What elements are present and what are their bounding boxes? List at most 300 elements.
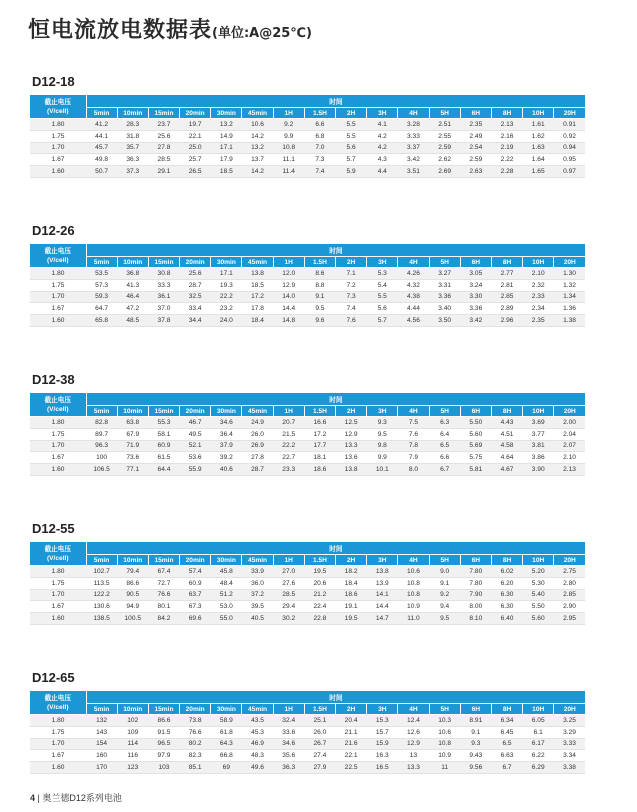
- current-value-cell: 27.6: [273, 577, 304, 589]
- current-value-cell: 37.3: [117, 166, 148, 178]
- table-row: [30, 428, 585, 440]
- time-column-header: 1H: [273, 704, 304, 715]
- current-value-cell: 160: [86, 750, 117, 762]
- current-value-cell: 2.90: [554, 601, 585, 613]
- current-value-cell: 64.3: [211, 738, 242, 750]
- current-value-cell: 30.2: [273, 613, 304, 625]
- current-value-cell: 3.51: [398, 166, 429, 178]
- current-value-cell: 11: [429, 762, 460, 774]
- current-value-cell: 37.8: [148, 315, 179, 327]
- current-value-cell: 71.9: [117, 440, 148, 452]
- current-value-cell: 18.4: [336, 577, 367, 589]
- cutoff-voltage-cell: 1.75: [30, 726, 86, 738]
- current-value-cell: 36.3: [117, 154, 148, 166]
- current-value-cell: 2.81: [491, 279, 522, 291]
- time-column-header: 30min: [211, 257, 242, 268]
- current-value-cell: 7.4: [304, 166, 335, 178]
- page-title-main: 恒电流放电数据表: [28, 18, 213, 43]
- current-value-cell: 7.3: [336, 291, 367, 303]
- discharge-table: [30, 95, 585, 178]
- current-value-cell: 2.35: [523, 315, 554, 327]
- time-column-header: 10H: [523, 108, 554, 119]
- page-number: 4: [30, 793, 36, 803]
- cutoff-voltage-label: 截止电压: [44, 247, 71, 255]
- cutoff-voltage-cell: 1.70: [30, 291, 86, 303]
- current-value-cell: 6.02: [491, 566, 522, 578]
- current-value-cell: 14.9: [211, 130, 242, 142]
- time-column-header: 5min: [86, 257, 117, 268]
- current-value-cell: 36.3: [273, 762, 304, 774]
- current-value-cell: 2.59: [429, 142, 460, 154]
- current-value-cell: 17.2: [242, 291, 273, 303]
- time-column-header: 1.5H: [304, 257, 335, 268]
- time-column-header: 10min: [117, 704, 148, 715]
- section-d12-38: [30, 372, 585, 476]
- current-value-cell: 3.69: [523, 417, 554, 429]
- time-column-header: 6H: [460, 704, 491, 715]
- time-column-header: 5H: [429, 257, 460, 268]
- current-value-cell: 7.1: [336, 268, 367, 280]
- current-value-cell: 5.7: [367, 315, 398, 327]
- current-value-cell: 3.50: [429, 315, 460, 327]
- current-value-cell: 18.5: [211, 166, 242, 178]
- time-column-header: 10min: [117, 555, 148, 566]
- current-value-cell: 53.6: [180, 452, 211, 464]
- current-value-cell: 65.8: [86, 315, 117, 327]
- time-column-header: 4H: [398, 406, 429, 417]
- current-value-cell: 64.7: [86, 303, 117, 315]
- current-value-cell: 14.2: [242, 130, 273, 142]
- time-column-header: 8H: [491, 704, 522, 715]
- time-column-header: 5H: [429, 704, 460, 715]
- current-value-cell: 2.33: [523, 291, 554, 303]
- current-value-cell: 27.9: [304, 762, 335, 774]
- current-value-cell: 19.5: [304, 566, 335, 578]
- current-value-cell: 100.5: [117, 613, 148, 625]
- current-value-cell: 4.4: [367, 166, 398, 178]
- current-value-cell: 114: [117, 738, 148, 750]
- section-title: D12-55: [32, 521, 75, 536]
- current-value-cell: 17.8: [242, 303, 273, 315]
- current-value-cell: 9.5: [304, 303, 335, 315]
- time-column-header: 15min: [148, 406, 179, 417]
- current-value-cell: 5.4: [367, 279, 398, 291]
- current-value-cell: 28.5: [148, 154, 179, 166]
- current-value-cell: 0.97: [554, 166, 585, 178]
- current-value-cell: 3.25: [554, 715, 585, 727]
- current-value-cell: 5.60: [523, 613, 554, 625]
- current-value-cell: 13.3: [398, 762, 429, 774]
- current-value-cell: 10.6: [398, 566, 429, 578]
- current-value-cell: 1.61: [523, 119, 554, 131]
- time-column-header: 6H: [460, 108, 491, 119]
- current-value-cell: 4.2: [367, 142, 398, 154]
- current-value-cell: 3.40: [429, 303, 460, 315]
- current-value-cell: 2.28: [491, 166, 522, 178]
- current-value-cell: 20.4: [336, 715, 367, 727]
- current-value-cell: 7.0: [304, 142, 335, 154]
- current-value-cell: 24.9: [242, 417, 273, 429]
- cutoff-voltage-unit: (V/cell): [46, 703, 69, 711]
- current-value-cell: 6.1: [523, 726, 554, 738]
- current-value-cell: 52.1: [180, 440, 211, 452]
- current-value-cell: 7.90: [460, 589, 491, 601]
- time-column-header: 8H: [491, 108, 522, 119]
- footer-text: 奥兰德D12系列电池: [42, 793, 122, 803]
- current-value-cell: 4.44: [398, 303, 429, 315]
- current-value-cell: 44.1: [86, 130, 117, 142]
- current-value-cell: 16.6: [304, 417, 335, 429]
- current-value-cell: 21.2: [304, 589, 335, 601]
- current-value-cell: 69.6: [180, 613, 211, 625]
- current-value-cell: 45.3: [242, 726, 273, 738]
- discharge-table: [30, 542, 585, 625]
- current-value-cell: 86.6: [117, 577, 148, 589]
- time-column-header: 15min: [148, 257, 179, 268]
- current-value-cell: 55.0: [211, 613, 242, 625]
- current-value-cell: 55.3: [148, 417, 179, 429]
- time-column-header: 10H: [523, 257, 554, 268]
- current-value-cell: 1.32: [554, 279, 585, 291]
- time-column-header: 20H: [554, 406, 585, 417]
- cutoff-voltage-cell: 1.60: [30, 613, 86, 625]
- current-value-cell: 36.4: [211, 428, 242, 440]
- cutoff-voltage-header: [30, 691, 86, 715]
- cutoff-voltage-cell: 1.60: [30, 762, 86, 774]
- current-value-cell: 3.42: [460, 315, 491, 327]
- current-value-cell: 27.0: [273, 566, 304, 578]
- current-value-cell: 14.4: [273, 303, 304, 315]
- current-value-cell: 9.2: [273, 119, 304, 131]
- time-column-header: 45min: [242, 257, 273, 268]
- current-value-cell: 6.6: [304, 119, 335, 131]
- current-value-cell: 10.3: [429, 715, 460, 727]
- current-value-cell: 37.2: [242, 589, 273, 601]
- cutoff-voltage-header: [30, 393, 86, 417]
- time-column-header: 2H: [336, 555, 367, 566]
- time-column-header: 45min: [242, 108, 273, 119]
- current-value-cell: 138.5: [86, 613, 117, 625]
- current-value-cell: 63.8: [117, 417, 148, 429]
- page-footer: [30, 791, 122, 804]
- table-row: [30, 130, 585, 142]
- current-value-cell: 9.2: [429, 589, 460, 601]
- current-value-cell: 2.54: [460, 142, 491, 154]
- current-value-cell: 16.3: [367, 750, 398, 762]
- table-row: [30, 601, 585, 613]
- current-value-cell: 100: [86, 452, 117, 464]
- time-column-header: 1.5H: [304, 555, 335, 566]
- current-value-cell: 2.19: [491, 142, 522, 154]
- current-value-cell: 6.30: [491, 589, 522, 601]
- current-value-cell: 13.9: [367, 577, 398, 589]
- current-value-cell: 76.6: [148, 589, 179, 601]
- current-value-cell: 77.1: [117, 464, 148, 476]
- time-column-header: 5H: [429, 108, 460, 119]
- cutoff-voltage-label: 截止电压: [44, 98, 71, 106]
- current-value-cell: 59.3: [86, 291, 117, 303]
- current-value-cell: 7.4: [336, 303, 367, 315]
- current-value-cell: 22.1: [180, 130, 211, 142]
- current-value-cell: 37.9: [211, 440, 242, 452]
- current-value-cell: 18.4: [242, 315, 273, 327]
- current-value-cell: 6.29: [523, 762, 554, 774]
- current-value-cell: 5.50: [460, 417, 491, 429]
- current-value-cell: 7.9: [398, 452, 429, 464]
- time-column-header: 30min: [211, 406, 242, 417]
- current-value-cell: 67.3: [180, 601, 211, 613]
- current-value-cell: 25.7: [180, 154, 211, 166]
- time-column-header: 45min: [242, 704, 273, 715]
- current-value-cell: 1.30: [554, 268, 585, 280]
- cutoff-voltage-cell: 1.80: [30, 566, 86, 578]
- cutoff-voltage-cell: 1.67: [30, 750, 86, 762]
- cutoff-voltage-cell: 1.75: [30, 577, 86, 589]
- current-value-cell: 46.7: [180, 417, 211, 429]
- time-column-header: 30min: [211, 704, 242, 715]
- current-value-cell: 6.34: [491, 715, 522, 727]
- current-value-cell: 37.0: [148, 303, 179, 315]
- current-value-cell: 57.3: [86, 279, 117, 291]
- current-value-cell: 1.34: [554, 291, 585, 303]
- current-value-cell: 25.6: [148, 130, 179, 142]
- cutoff-voltage-cell: 1.67: [30, 154, 86, 166]
- current-value-cell: 6.5: [429, 440, 460, 452]
- cutoff-voltage-cell: 1.70: [30, 440, 86, 452]
- current-value-cell: 72.7: [148, 577, 179, 589]
- time-header: 时间: [86, 542, 585, 555]
- current-value-cell: 4.56: [398, 315, 429, 327]
- current-value-cell: 11.4: [273, 166, 304, 178]
- current-value-cell: 13.8: [242, 268, 273, 280]
- current-value-cell: 47.2: [117, 303, 148, 315]
- table-row: [30, 750, 585, 762]
- current-value-cell: 5.30: [523, 577, 554, 589]
- current-value-cell: 26.7: [304, 738, 335, 750]
- time-column-header: 20H: [554, 108, 585, 119]
- time-header: 时间: [86, 95, 585, 108]
- current-value-cell: 2.96: [491, 315, 522, 327]
- current-value-cell: 26.0: [304, 726, 335, 738]
- current-value-cell: 10.6: [242, 119, 273, 131]
- current-value-cell: 4.1: [367, 119, 398, 131]
- current-value-cell: 5.6: [336, 142, 367, 154]
- current-value-cell: 12.9: [336, 428, 367, 440]
- current-value-cell: 3.24: [460, 279, 491, 291]
- cutoff-voltage-cell: 1.70: [30, 589, 86, 601]
- current-value-cell: 18.2: [336, 566, 367, 578]
- current-value-cell: 4.58: [491, 440, 522, 452]
- current-value-cell: 2.63: [460, 166, 491, 178]
- current-value-cell: 35.7: [117, 142, 148, 154]
- table-row: [30, 291, 585, 303]
- current-value-cell: 3.27: [429, 268, 460, 280]
- current-value-cell: 15.7: [367, 726, 398, 738]
- current-value-cell: 6.45: [491, 726, 522, 738]
- current-value-cell: 33.6: [273, 726, 304, 738]
- current-value-cell: 14.1: [367, 589, 398, 601]
- current-value-cell: 5.3: [367, 268, 398, 280]
- current-value-cell: 49.8: [86, 154, 117, 166]
- current-value-cell: 9.43: [460, 750, 491, 762]
- time-column-header: 5H: [429, 406, 460, 417]
- current-value-cell: 10.1: [367, 464, 398, 476]
- current-value-cell: 25.6: [180, 268, 211, 280]
- current-value-cell: 6.05: [523, 715, 554, 727]
- time-column-header: 20min: [180, 257, 211, 268]
- current-value-cell: 36.1: [148, 291, 179, 303]
- current-value-cell: 1.62: [523, 130, 554, 142]
- current-value-cell: 15.9: [367, 738, 398, 750]
- current-value-cell: 31.8: [117, 130, 148, 142]
- current-value-cell: 2.51: [429, 119, 460, 131]
- time-column-header: 5min: [86, 108, 117, 119]
- current-value-cell: 34.6: [211, 417, 242, 429]
- section-d12-65: [30, 670, 585, 774]
- time-column-header: 30min: [211, 108, 242, 119]
- current-value-cell: 3.37: [398, 142, 429, 154]
- current-value-cell: 10.8: [398, 577, 429, 589]
- current-value-cell: 34.4: [180, 315, 211, 327]
- current-value-cell: 23.2: [211, 303, 242, 315]
- cutoff-voltage-unit: (V/cell): [46, 554, 69, 562]
- current-value-cell: 3.05: [460, 268, 491, 280]
- current-value-cell: 33.9: [242, 566, 273, 578]
- current-value-cell: 5.9: [336, 166, 367, 178]
- current-value-cell: 2.07: [554, 440, 585, 452]
- time-column-header: 20H: [554, 257, 585, 268]
- current-value-cell: 2.10: [554, 452, 585, 464]
- current-value-cell: 73.6: [117, 452, 148, 464]
- current-value-cell: 66.8: [211, 750, 242, 762]
- time-column-header: 6H: [460, 257, 491, 268]
- time-column-header: 2H: [336, 406, 367, 417]
- current-value-cell: 5.7: [336, 154, 367, 166]
- current-value-cell: 1.38: [554, 315, 585, 327]
- current-value-cell: 13.8: [367, 566, 398, 578]
- current-value-cell: 170: [86, 762, 117, 774]
- current-value-cell: 33.4: [180, 303, 211, 315]
- current-value-cell: 79.4: [117, 566, 148, 578]
- current-value-cell: 35.6: [273, 750, 304, 762]
- current-value-cell: 4.3: [367, 154, 398, 166]
- current-value-cell: 6.30: [491, 601, 522, 613]
- time-column-header: 10min: [117, 108, 148, 119]
- current-value-cell: 8.00: [460, 601, 491, 613]
- current-value-cell: 19.3: [211, 279, 242, 291]
- current-value-cell: 17.1: [211, 268, 242, 280]
- current-value-cell: 11.1: [273, 154, 304, 166]
- table-row: [30, 613, 585, 625]
- time-column-header: 8H: [491, 555, 522, 566]
- current-value-cell: 9.8: [367, 440, 398, 452]
- current-value-cell: 50.7: [86, 166, 117, 178]
- section-d12-18: [30, 74, 585, 178]
- current-value-cell: 82.8: [86, 417, 117, 429]
- time-column-header: 20H: [554, 704, 585, 715]
- current-value-cell: 63.7: [180, 589, 211, 601]
- current-value-cell: 18.6: [336, 589, 367, 601]
- current-value-cell: 19.7: [180, 119, 211, 131]
- current-value-cell: 7.6: [398, 428, 429, 440]
- current-value-cell: 5.69: [460, 440, 491, 452]
- current-value-cell: 2.75: [554, 566, 585, 578]
- current-value-cell: 9.5: [429, 613, 460, 625]
- table-row: [30, 440, 585, 452]
- current-value-cell: 18.5: [242, 279, 273, 291]
- current-value-cell: 3.38: [554, 762, 585, 774]
- current-value-cell: 3.34: [554, 750, 585, 762]
- cutoff-voltage-cell: 1.70: [30, 738, 86, 750]
- current-value-cell: 2.22: [491, 154, 522, 166]
- cutoff-voltage-unit: (V/cell): [46, 107, 69, 115]
- current-value-cell: 7.8: [398, 440, 429, 452]
- current-value-cell: 27.8: [148, 142, 179, 154]
- current-value-cell: 94.9: [117, 601, 148, 613]
- current-value-cell: 48.3: [242, 750, 273, 762]
- current-value-cell: 5.50: [523, 601, 554, 613]
- current-value-cell: 102.7: [86, 566, 117, 578]
- current-value-cell: 25.0: [180, 142, 211, 154]
- current-value-cell: 3.86: [523, 452, 554, 464]
- current-value-cell: 14.2: [242, 166, 273, 178]
- current-value-cell: 22.2: [211, 291, 242, 303]
- time-column-header: 4H: [398, 108, 429, 119]
- table-row: [30, 303, 585, 315]
- current-value-cell: 60.9: [148, 440, 179, 452]
- time-column-header: 10H: [523, 406, 554, 417]
- current-value-cell: 22.5: [336, 762, 367, 774]
- current-value-cell: 7.3: [304, 154, 335, 166]
- current-value-cell: 27.4: [304, 750, 335, 762]
- current-value-cell: 19.1: [336, 601, 367, 613]
- time-column-header: 1.5H: [304, 108, 335, 119]
- current-value-cell: 26.9: [242, 440, 273, 452]
- current-value-cell: 5.5: [367, 291, 398, 303]
- cutoff-voltage-unit: (V/cell): [46, 405, 69, 413]
- current-value-cell: 6.4: [429, 428, 460, 440]
- current-value-cell: 12.6: [398, 726, 429, 738]
- current-value-cell: 4.38: [398, 291, 429, 303]
- time-column-header: 15min: [148, 108, 179, 119]
- current-value-cell: 9.9: [273, 130, 304, 142]
- current-value-cell: 17.2: [304, 428, 335, 440]
- current-value-cell: 9.1: [304, 291, 335, 303]
- cutoff-voltage-cell: 1.67: [30, 601, 86, 613]
- current-value-cell: 9.5: [367, 428, 398, 440]
- cutoff-voltage-cell: 1.60: [30, 464, 86, 476]
- current-value-cell: 36.0: [242, 577, 273, 589]
- current-value-cell: 29.1: [148, 166, 179, 178]
- current-value-cell: 17.7: [304, 440, 335, 452]
- current-value-cell: 46.9: [242, 738, 273, 750]
- current-value-cell: 0.92: [554, 130, 585, 142]
- current-value-cell: 39.2: [211, 452, 242, 464]
- current-value-cell: 13.6: [336, 452, 367, 464]
- current-value-cell: 2.59: [460, 154, 491, 166]
- current-value-cell: 73.8: [180, 715, 211, 727]
- current-value-cell: 2.85: [554, 589, 585, 601]
- current-value-cell: 91.5: [148, 726, 179, 738]
- table-row: [30, 715, 585, 727]
- section-title: D12-65: [32, 670, 75, 685]
- current-value-cell: 143: [86, 726, 117, 738]
- current-value-cell: 4.43: [491, 417, 522, 429]
- current-value-cell: 64.4: [148, 464, 179, 476]
- current-value-cell: 17.1: [211, 142, 242, 154]
- current-value-cell: 14.7: [367, 613, 398, 625]
- current-value-cell: 21.1: [336, 726, 367, 738]
